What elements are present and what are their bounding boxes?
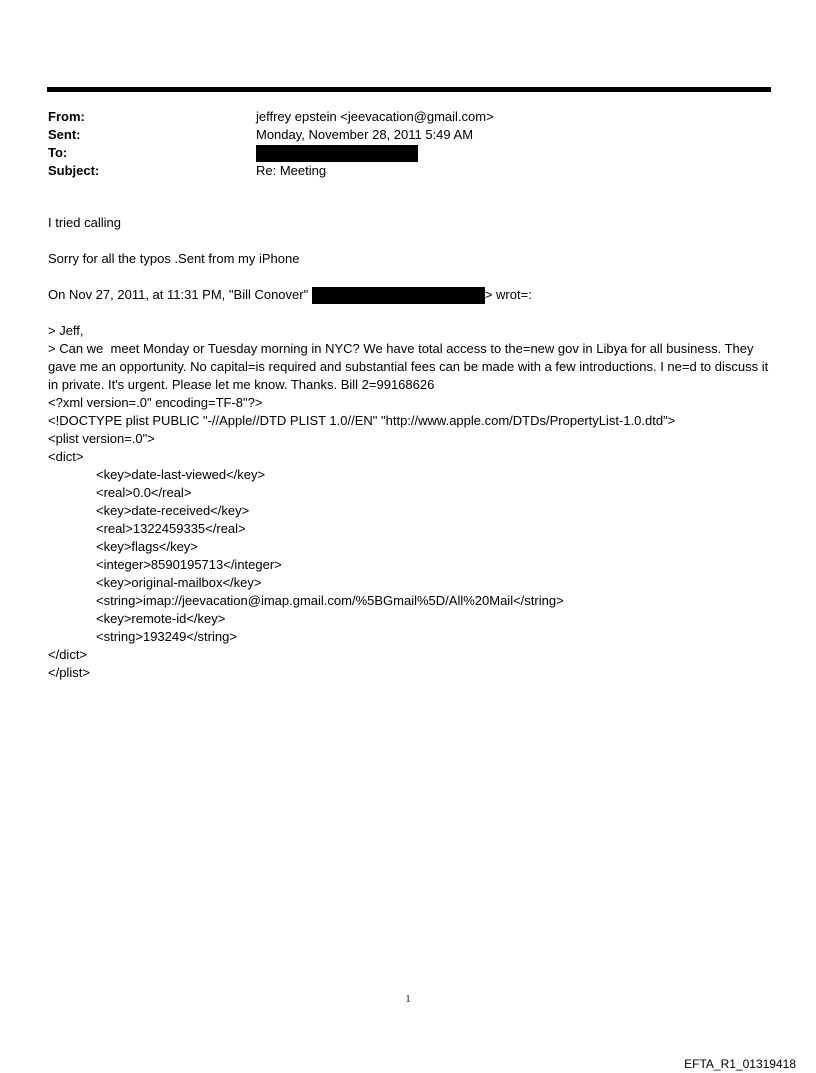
plist-entry: <real>0.0</real> <box>96 485 192 501</box>
sent-value: Monday, November 28, 2011 5:49 AM <box>256 127 474 142</box>
xml-line: <plist version=.0"> <box>48 431 155 447</box>
xml-line: </dict> <box>48 647 88 663</box>
sent-label: Sent: <box>48 127 81 142</box>
from-value: jeffrey epstein <jeevacation@gmail.com> <box>256 109 494 124</box>
email-body <box>48 214 778 682</box>
quoted-line: > Can we meet Monday or Tuesday morning in NYC? We have total access to the=new gov in Libya for all business. They gave me an opportunity. No capital=is required and substantial fees can be made with a few introductions. I ne=d to discuss it in private. It's urgent. Please let me know. Thanks. Bill 2=99168626 <box>48 341 772 393</box>
xml-line: </plist> <box>48 665 90 681</box>
subject-label: Subject: <box>48 163 100 178</box>
quoted-line: > Jeff, <box>48 323 84 339</box>
subject-value: Re: Meeting <box>256 163 327 178</box>
from-label: From: <box>48 109 85 124</box>
plist-entry: <integer>8590195713</integer> <box>96 557 282 573</box>
body-line: I tried calling <box>48 215 121 230</box>
document-id: EFTA_R1_01319418 <box>684 1057 796 1071</box>
plist-entry: <string>193249</string> <box>96 629 237 645</box>
body-line: Sorry for all the typos .Sent from my iPhone <box>48 251 300 266</box>
plist-entry: <key>date-last-viewed</key> <box>96 467 266 483</box>
xml-line: <dict> <box>48 449 84 465</box>
xml-line: <?xml version=.0" encoding=TF-8"?> <box>48 395 263 411</box>
xml-line: <!DOCTYPE plist PUBLIC "-//Apple//DTD PLIST 1.0//EN" "http://www.apple.com/DTDs/PropertyList-1.0.dtd"> <box>48 413 676 429</box>
reply-header <box>48 286 778 304</box>
plist-entry: <key>original-mailbox</key> <box>96 575 262 591</box>
reply-header-prefix: On Nov 27, 2011, at 11:31 PM, "Bill Conover" <box>48 287 309 302</box>
plist-entry: <real>1322459335</real> <box>96 521 246 537</box>
plist-entry: <key>remote-id</key> <box>96 611 226 627</box>
to-redaction <box>256 144 418 162</box>
plist-entry: <key>flags</key> <box>96 539 198 555</box>
reply-header-suffix: > wrot=: <box>484 287 532 302</box>
redaction-bar <box>256 145 418 162</box>
plist-entry: <string>imap://jeevacation@imap.gmail.com/%5BGmail%5D/All%20Mail</string> <box>96 593 564 609</box>
page-number: 1 <box>405 994 411 1005</box>
plist-entry: <key>date-received</key> <box>96 503 250 519</box>
header-rule <box>47 87 771 92</box>
to-label: To: <box>48 145 68 160</box>
redaction-bar <box>312 287 485 304</box>
